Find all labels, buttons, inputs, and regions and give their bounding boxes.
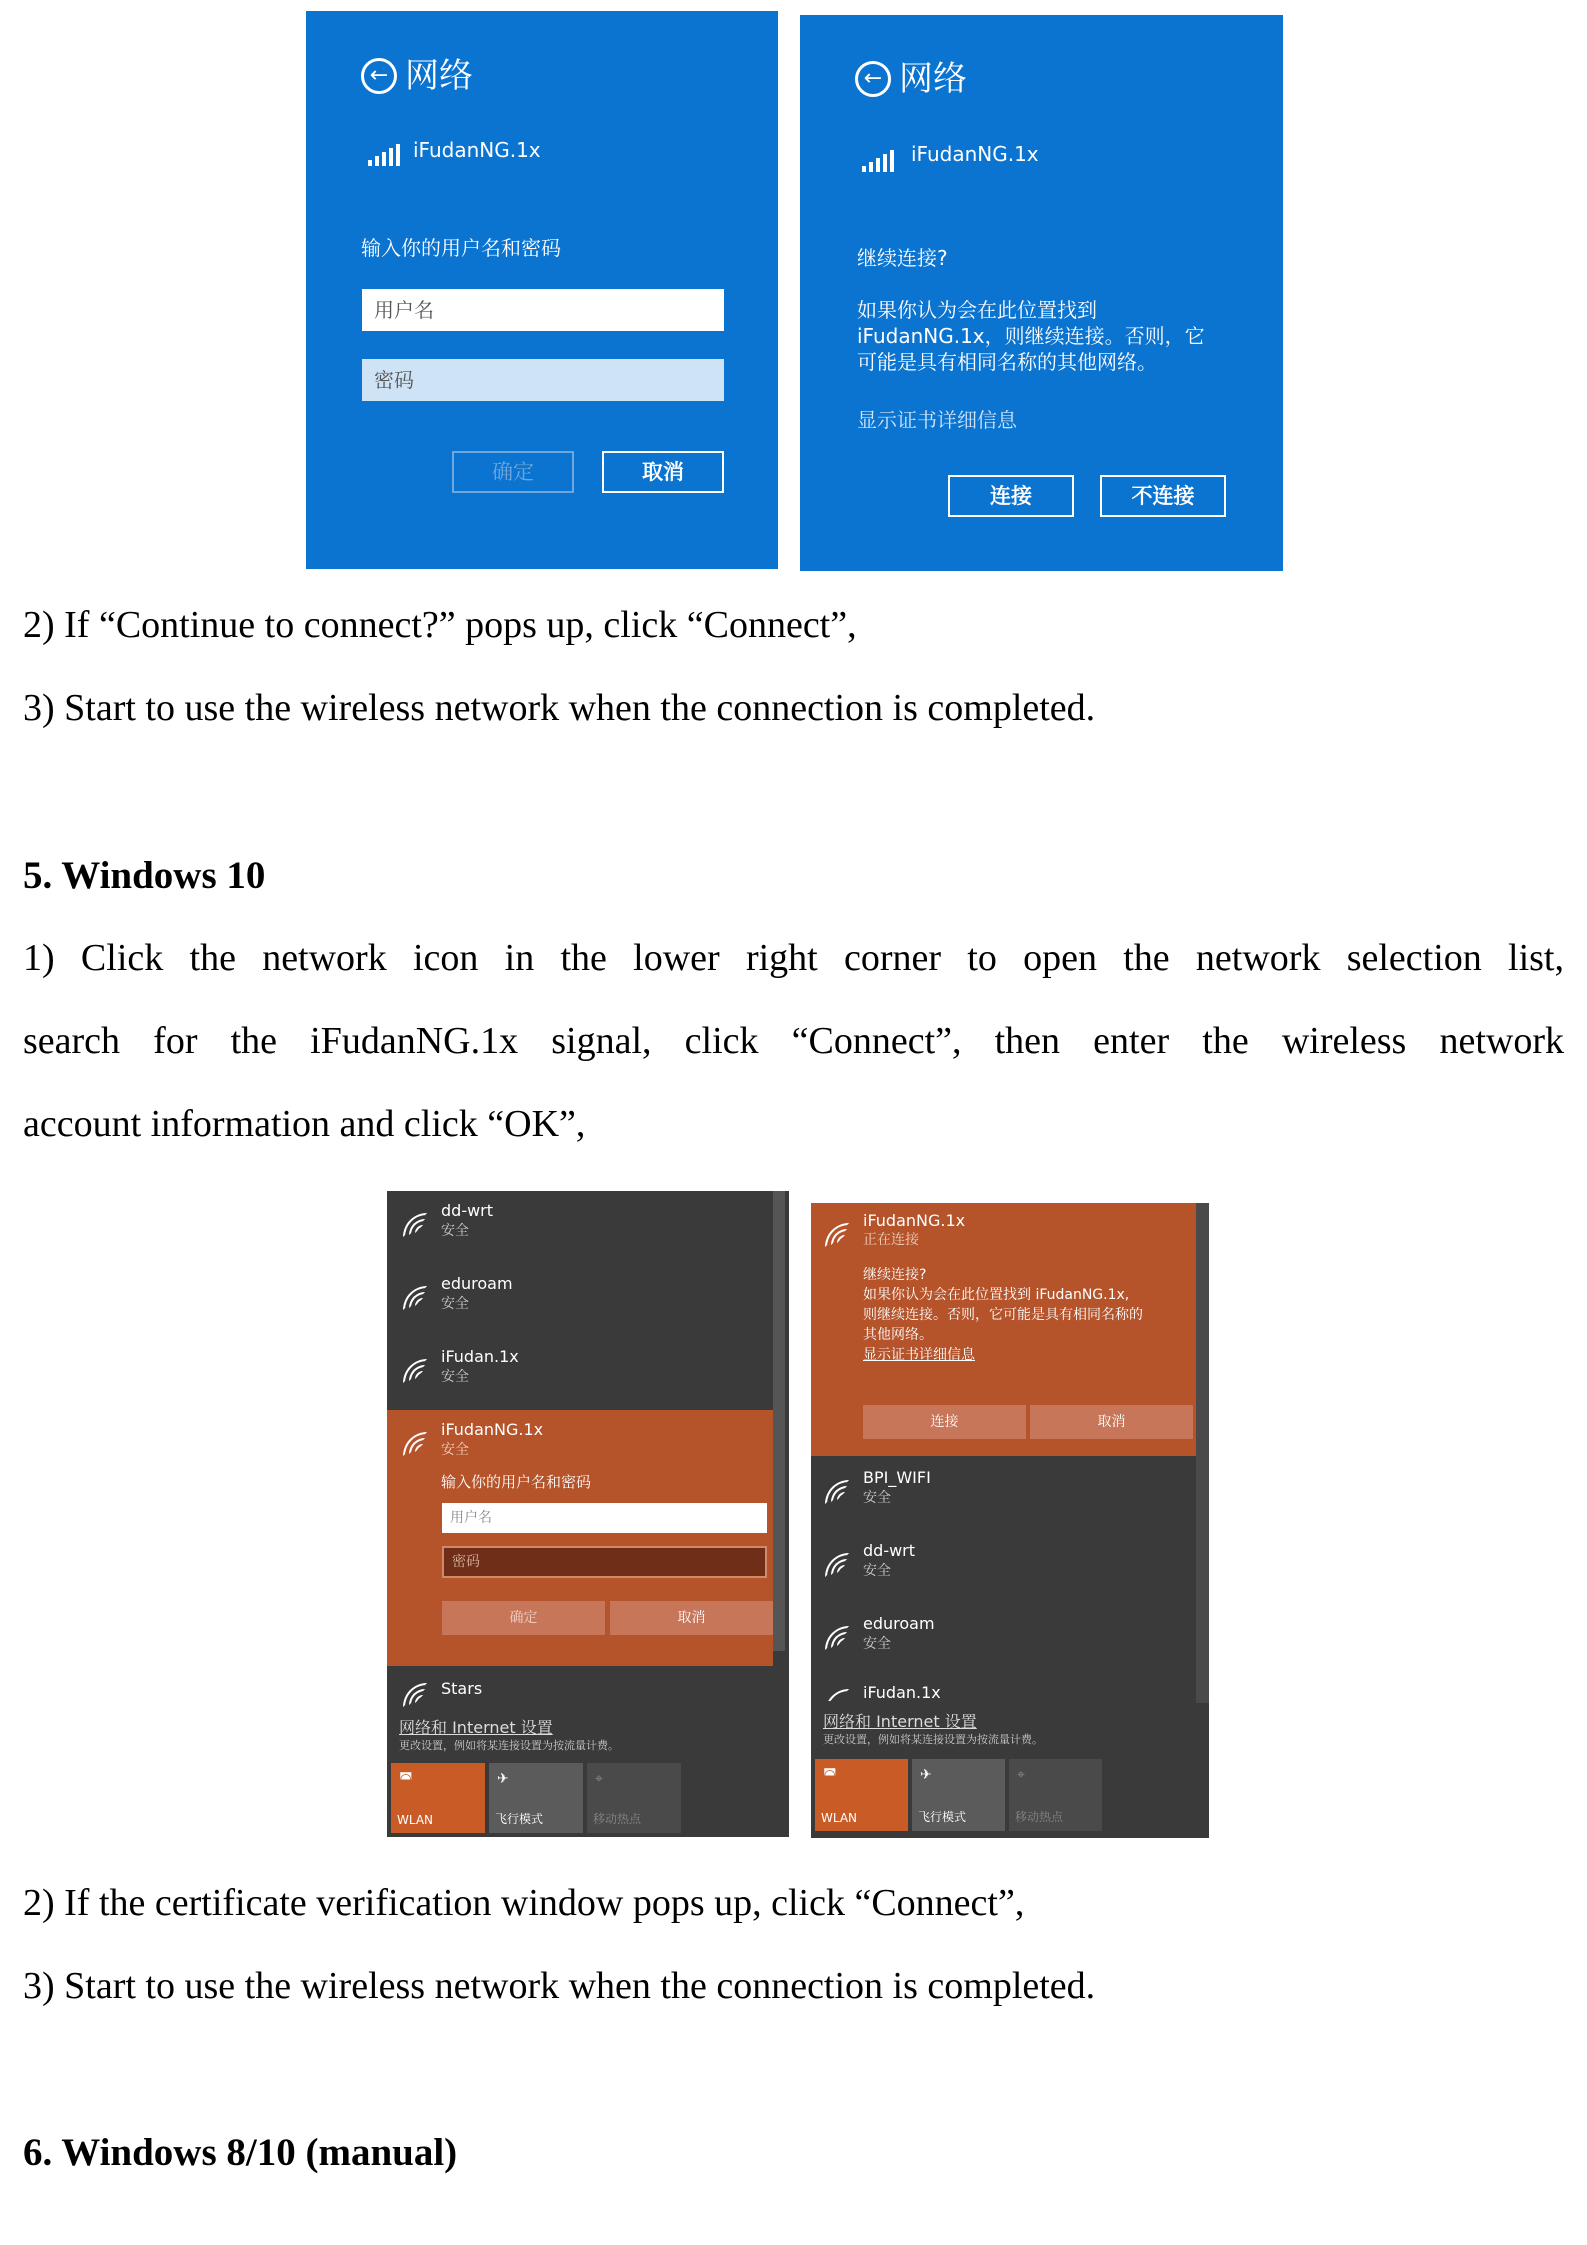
section-heading-6: 6. Windows 8/10 (manual) bbox=[23, 2131, 458, 2174]
wifi-icon bbox=[825, 1223, 851, 1249]
username-field[interactable]: 用户名 bbox=[362, 289, 724, 331]
airplane-mode-tile[interactable]: ✈ 飞行模式 bbox=[489, 1763, 583, 1833]
wifi-icon bbox=[825, 1689, 851, 1701]
wifi-icon bbox=[825, 1553, 851, 1579]
list-item[interactable]: eduroam 安全 bbox=[811, 1604, 1209, 1677]
step-3-win8: 3) Start to use the wireless network when the connection is completed. bbox=[23, 687, 1096, 729]
password-field[interactable]: 密码 bbox=[362, 359, 724, 401]
mobile-hotspot-tile[interactable]: ⌖ 移动热点 bbox=[1009, 1759, 1102, 1831]
wifi-icon: ◚ bbox=[823, 1767, 837, 1783]
list-item[interactable]: iFudan.1x bbox=[811, 1677, 1209, 1701]
network-status: 安全 bbox=[441, 1442, 469, 1458]
list-item[interactable]: dd-wrt 安全 bbox=[387, 1191, 789, 1264]
wifi-icon: ◚ bbox=[399, 1771, 413, 1787]
message-line: 可能是具有相同名称的其他网络。 bbox=[857, 350, 1157, 374]
hotspot-icon: ⌖ bbox=[595, 1771, 603, 1787]
settings-description: 更改设置，例如将某连接设置为按流量计费。 bbox=[823, 1733, 1043, 1746]
credentials-prompt: 输入你的用户名和密码 bbox=[441, 1473, 592, 1491]
network-settings-link[interactable]: 网络和 Internet 设置 bbox=[823, 1712, 977, 1731]
wifi-icon bbox=[403, 1683, 429, 1709]
wifi-icon bbox=[403, 1286, 429, 1312]
panel-title: ← 网络 bbox=[855, 59, 967, 99]
cancel-button[interactable]: 取消 bbox=[602, 451, 724, 493]
wifi-icon bbox=[403, 1359, 429, 1385]
step-1-line: search for the iFudanNG.1x signal, click “Connect”, then enter the wireless network bbox=[23, 1020, 1564, 1062]
ok-button[interactable]: 确定 bbox=[442, 1601, 605, 1635]
list-item[interactable]: eduroam 安全 bbox=[387, 1264, 789, 1337]
list-item[interactable]: dd-wrt 安全 bbox=[811, 1531, 1209, 1604]
show-certificate-link[interactable]: 显示证书详细信息 bbox=[863, 1347, 975, 1363]
network-settings-link[interactable]: 网络和 Internet 设置 bbox=[399, 1718, 553, 1737]
wlan-tile[interactable]: ◚ WLAN bbox=[391, 1763, 485, 1833]
wifi-signal-icon bbox=[862, 150, 894, 172]
win10-certificate-flyout bbox=[811, 1203, 1209, 1838]
airplane-icon: ✈ bbox=[920, 1767, 932, 1783]
mobile-hotspot-tile[interactable]: ⌖ 移动热点 bbox=[587, 1763, 681, 1833]
active-network-panel bbox=[811, 1203, 1196, 1456]
panel-title: ← 网络 bbox=[361, 56, 473, 96]
hotspot-icon: ⌖ bbox=[1017, 1767, 1025, 1783]
airplane-icon: ✈ bbox=[497, 1771, 509, 1787]
connect-button[interactable]: 连接 bbox=[863, 1405, 1026, 1439]
list-item[interactable]: BPI_WIFI 安全 bbox=[811, 1458, 1209, 1531]
active-network-panel bbox=[387, 1410, 773, 1666]
step-1-line: account information and click “OK”, bbox=[23, 1103, 586, 1145]
win10-network-flyout bbox=[387, 1191, 789, 1837]
continue-question: 继续连接? bbox=[857, 246, 948, 270]
step-3-win10: 3) Start to use the wireless network when the connection is completed. bbox=[23, 1965, 1096, 2007]
message-line: 其他网络。 bbox=[863, 1327, 933, 1343]
section-heading-5: 5. Windows 10 bbox=[23, 854, 266, 897]
win8-continue-panel bbox=[800, 15, 1283, 571]
win8-login-panel bbox=[306, 11, 778, 569]
back-arrow-icon[interactable]: ← bbox=[855, 61, 891, 97]
airplane-mode-tile[interactable]: ✈ 飞行模式 bbox=[912, 1759, 1005, 1831]
wifi-icon bbox=[825, 1480, 851, 1506]
list-item[interactable]: iFudan.1x 安全 bbox=[387, 1337, 789, 1410]
message-line: iFudanNG.1x，则继续连接。否则，它 bbox=[857, 324, 1205, 348]
continue-question: 继续连接? bbox=[863, 1267, 927, 1283]
network-name: iFudanNG.1x bbox=[413, 138, 541, 162]
username-field[interactable]: 用户名 bbox=[442, 1503, 767, 1533]
wifi-icon bbox=[403, 1213, 429, 1239]
network-status: 正在连接 bbox=[863, 1232, 919, 1248]
wifi-icon bbox=[403, 1432, 429, 1458]
wifi-icon bbox=[825, 1626, 851, 1652]
dont-connect-button[interactable]: 不连接 bbox=[1100, 475, 1226, 517]
show-certificate-link[interactable]: 显示证书详细信息 bbox=[857, 408, 1017, 432]
list-item[interactable]: Stars bbox=[387, 1669, 789, 1719]
step-2-win8: 2) If “Continue to connect?” pops up, click “Connect”, bbox=[23, 604, 857, 646]
connect-button[interactable]: 连接 bbox=[948, 475, 1074, 517]
message-line: 如果你认为会在此位置找到 iFudanNG.1x, bbox=[863, 1287, 1130, 1303]
message-line: 则继续连接。否则，它可能是具有相同名称的 bbox=[863, 1307, 1143, 1323]
network-name: iFudanNG.1x bbox=[911, 142, 1039, 166]
settings-description: 更改设置，例如将某连接设置为按流量计费。 bbox=[399, 1739, 619, 1752]
step-2-win10: 2) If the certificate verification window pops up, click “Connect”, bbox=[23, 1882, 1025, 1924]
network-name: iFudanNG.1x bbox=[863, 1211, 966, 1230]
password-field[interactable]: 密码 bbox=[442, 1546, 767, 1578]
message-line: 如果你认为会在此位置找到 bbox=[857, 298, 1097, 322]
wifi-signal-icon bbox=[368, 144, 400, 166]
back-arrow-icon[interactable]: ← bbox=[361, 58, 397, 94]
network-name: iFudanNG.1x bbox=[441, 1420, 544, 1439]
wlan-tile[interactable]: ◚ WLAN bbox=[815, 1759, 908, 1831]
credentials-prompt: 输入你的用户名和密码 bbox=[361, 236, 561, 260]
cancel-button[interactable]: 取消 bbox=[1030, 1405, 1193, 1439]
cancel-button[interactable]: 取消 bbox=[610, 1601, 773, 1635]
step-1-line: 1) Click the network icon in the lower right corner to open the network selection list, bbox=[23, 937, 1564, 979]
ok-button[interactable]: 确定 bbox=[452, 451, 574, 493]
